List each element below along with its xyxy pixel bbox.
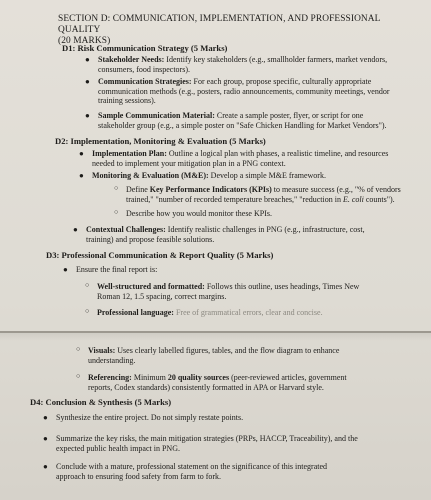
section-title-line2: (20 MARKS): [58, 36, 111, 46]
d2-item-implementation-plan: ● Implementation Plan: Outline a logical plan with phases, a realistic timeline, and resources needed to implement your mitigation plan in a PNG context.: [79, 149, 389, 168]
bullet-dot-icon: ●: [85, 55, 90, 64]
d4-item-conclude: ● Conclude with a mature, professional statement on the significance of this integrated approach to ensuring food safety from farm to fork.: [43, 462, 328, 481]
d3-subitem-well-structured: ○ Well-structured and formatted: Follows this outline, uses headings, Times New Roman 12, 1.5 spacing, correct margins.: [85, 281, 360, 301]
bullet-dot-icon: ●: [85, 77, 90, 86]
d3-subitem-professional-language: ○ Professional language: Free of grammatical errors, clear and concise.: [85, 307, 323, 317]
d2-item-monitoring: ● Monitoring & Evaluation (M&E): Develop a simple M&E framework.: [79, 171, 326, 180]
d4-item-summarize: ● Summarize the key risks, the main mitigation strategies (PRPs, HACCP, Traceability), and the expected public health impact in PNG.: [43, 434, 358, 453]
bullet-circle-icon: ○: [76, 345, 81, 353]
bullet-dot-icon: ●: [43, 434, 48, 443]
bullet-dot-icon: ●: [85, 111, 90, 120]
d2-subitem-monitor-kpis: ○ Describe how you would monitor these KPIs.: [114, 208, 272, 218]
d2-heading: D2: Implementation, Monitoring & Evaluation (5 Marks): [55, 136, 266, 146]
bullet-circle-icon: ○: [114, 208, 119, 216]
d3-subitem-referencing: ○ Referencing: Minimum 20 quality sources (peer-reviewed articles, government reports, Codex standards) consistently formatted in APA or Harvard style.: [76, 372, 347, 392]
d4-item-synthesize: ● Synthesize the entire project. Do not simply restate points.: [43, 413, 244, 422]
d1-item-sample-material: ● Sample Communication Material: Create a sample poster, flyer, or script for one stakeholder group (e.g., a simple poster on "Safe Chicken Handling for Market Vendors").: [85, 111, 387, 130]
d1-item-communication: ● Communication Strategies: For each group, propose specific, culturally appropriate communication methods (e.g., posters, radio announcements, community meetings, vendor training sessions).: [85, 77, 390, 106]
d3-subitem-visuals: ○ Visuals: Uses clearly labelled figures, tables, and the flow diagram to enhance understanding.: [76, 345, 340, 365]
page-fold-shadow: [0, 333, 431, 341]
bullet-circle-icon: ○: [76, 372, 81, 380]
d3-heading: D3: Professional Communication & Report Quality (5 Marks): [46, 250, 274, 260]
d1-item-stakeholder: ● Stakeholder Needs: Identify key stakeholders (e.g., smallholder farmers, market vendors, consumers, food inspectors).: [85, 55, 388, 74]
bullet-dot-icon: ●: [79, 171, 84, 180]
d3-intro: ● Ensure the final report is:: [63, 265, 158, 274]
bullet-circle-icon: ○: [85, 281, 90, 289]
bullet-dot-icon: ●: [43, 413, 48, 422]
bullet-dot-icon: ●: [73, 225, 78, 234]
d2-subitem-kpis: ○ Define Key Performance Indicators (KPIs) to measure success (e.g., "% of vendors trained," "number of recorded temperature breaches," "reduction in E. coli counts").: [114, 184, 401, 204]
section-title-line1: SECTION D: COMMUNICATION, IMPLEMENTATION, AND PROFESSIONAL QUALITY: [58, 14, 381, 35]
d2-item-contextual-challenges: ● Contextual Challenges: Identify realistic challenges in PNG (e.g., infrastructure, cost, training) and propose feasible solutions.: [73, 225, 365, 244]
bullet-circle-icon: ○: [85, 307, 90, 315]
bullet-dot-icon: ●: [63, 265, 68, 274]
bullet-circle-icon: ○: [114, 184, 119, 192]
bullet-dot-icon: ●: [79, 149, 84, 158]
d1-heading: D1: Risk Communication Strategy (5 Marks): [62, 43, 228, 53]
d4-heading: D4: Conclusion & Synthesis (5 Marks): [30, 397, 172, 407]
bullet-dot-icon: ●: [43, 462, 48, 471]
